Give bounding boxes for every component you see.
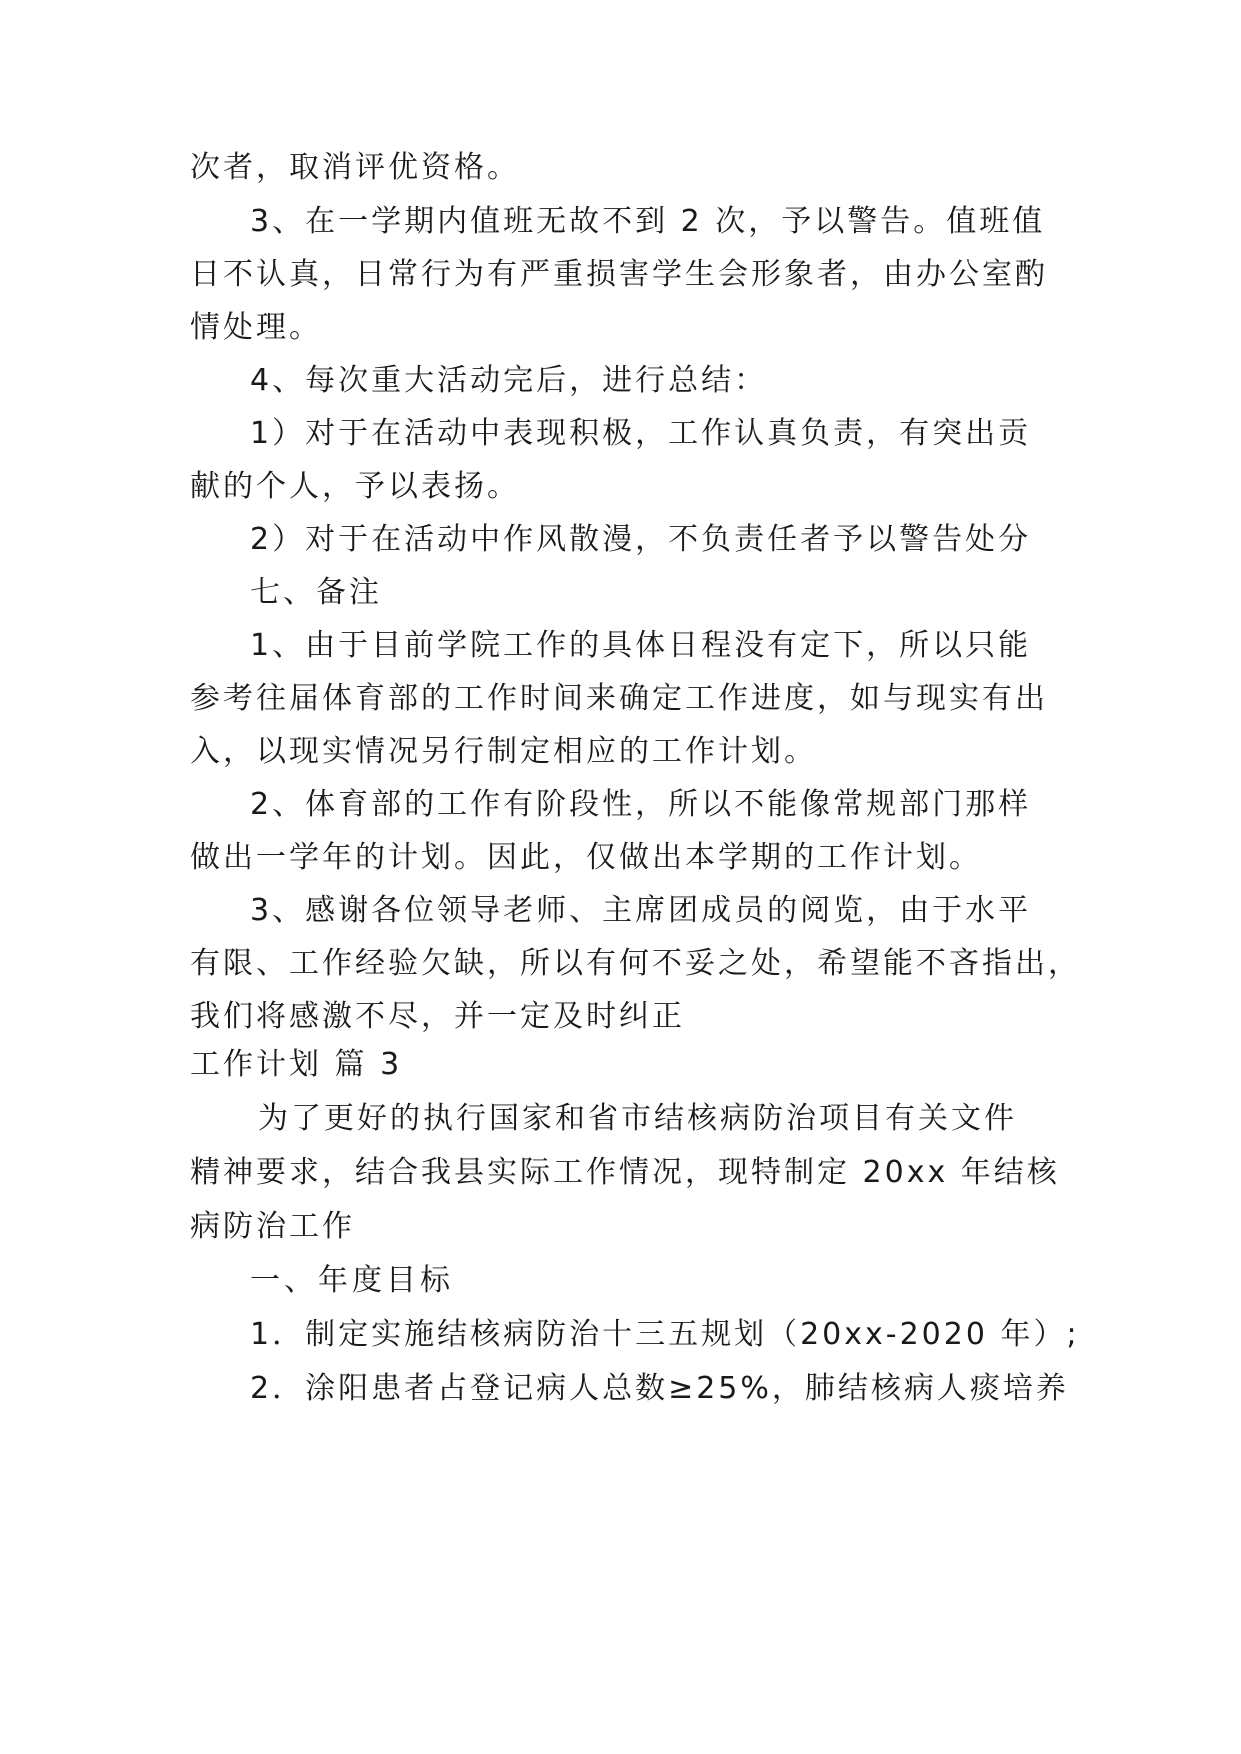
- text-line: 参考往届体育部的工作时间来确定工作进度，如与现实有出: [190, 681, 1048, 716]
- article-title: 工作计划 篇 3: [190, 1047, 403, 1082]
- text-line: 为了更好的执行国家和省市结核病防治项目有关文件: [258, 1101, 1017, 1136]
- text-line: 病防治工作: [190, 1209, 355, 1244]
- text-line: 我们将感激不尽，并一定及时纠正: [190, 999, 685, 1034]
- text-line: 1．制定实施结核病防治十三五规划（20xx-2020 年）;: [250, 1317, 1080, 1352]
- text-line: 献的个人，予以表扬。: [190, 469, 520, 504]
- text-line: 1）对于在活动中表现积极，工作认真负责，有突出贡: [250, 416, 1032, 451]
- text-line: 3、感谢各位领导老师、主席团成员的阅览，由于水平: [250, 893, 1032, 928]
- text-line: 有限、工作经验欠缺，所以有何不妥之处，希望能不吝指出，: [190, 946, 1081, 981]
- text-line: 4、每次重大活动完后，进行总结：: [250, 363, 768, 398]
- section-heading: 七、备注: [250, 575, 382, 610]
- section-heading: 一、年度目标: [250, 1263, 454, 1298]
- text-line: 情处理。: [190, 310, 322, 345]
- text-line: 入，以现实情况另行制定相应的工作计划。: [190, 734, 817, 769]
- text-line: 2．涂阳患者占登记病人总数≥25%，肺结核病人痰培养: [250, 1371, 1069, 1406]
- text-line: 1、由于目前学院工作的具体日程没有定下，所以只能: [250, 628, 1032, 663]
- text-line: 次者，取消评优资格。: [190, 150, 520, 185]
- text-line: 2、体育部的工作有阶段性，所以不能像常规部门那样: [250, 787, 1032, 822]
- text-line: 做出一学年的计划。因此，仅做出本学期的工作计划。: [190, 840, 982, 875]
- text-line: 日不认真，日常行为有严重损害学生会形象者，由办公室酌: [190, 257, 1048, 292]
- text-line: 3、在一学期内值班无故不到 2 次，予以警告。值班值: [250, 204, 1046, 239]
- text-line: 精神要求，结合我县实际工作情况，现特制定 20xx 年结核: [190, 1155, 1060, 1190]
- text-line: 2）对于在活动中作风散漫，不负责任者予以警告处分: [250, 522, 1032, 557]
